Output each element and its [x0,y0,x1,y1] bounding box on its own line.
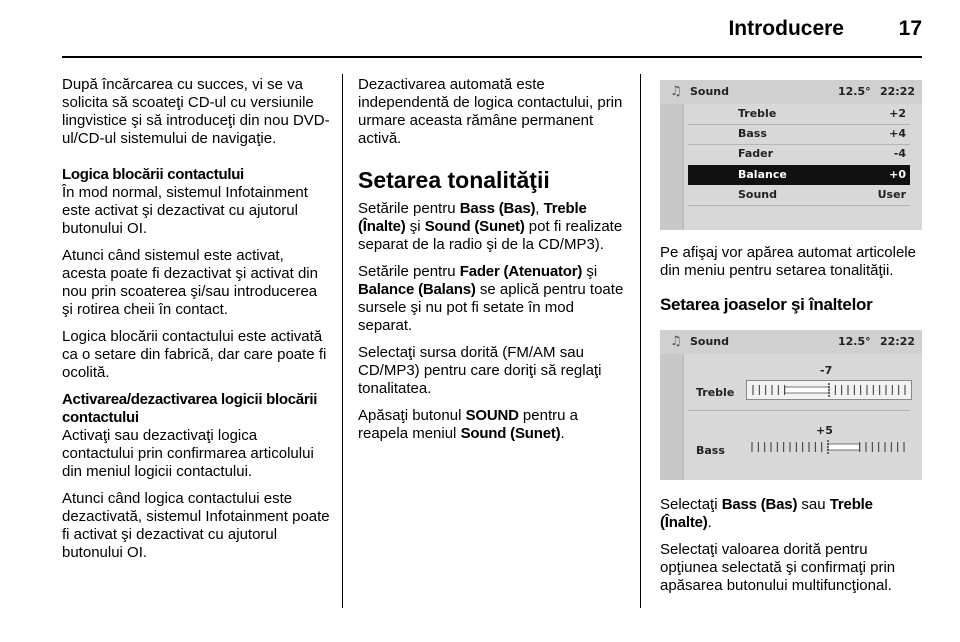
text: şi [582,263,598,280]
bass-slider-track [746,438,910,456]
screen-title-bar [660,330,922,354]
music-note-icon: ♫ [670,84,682,99]
column-divider [640,74,641,608]
menu-item-label: Balance [738,168,787,181]
section-heading: Setarea tonalităţii [358,167,550,193]
paragraph [660,496,922,532]
treble-label: Treble [696,386,735,399]
text: pentru a reapela meniul [358,407,578,442]
text: se aplică pentru toate sursele şi nu pot fi setate în mod separat. [358,281,624,334]
section-block [62,391,330,481]
term: Sound (Sunet) [460,425,561,442]
paragraph: După încărcarea cu succes, vi se va solicita să scoateţi CD-ul cu versiunile lingvistice şi să introduceţi din nou DVD-ul/CD-ul sistemului de navigaţie. [62,76,330,147]
slider-fill [828,444,860,450]
text: pot fi realizate separat de la radio şi de la CD/MP3). [358,218,623,253]
subheading: Logica blocării contactului [62,166,244,183]
menu-item-sound[interactable] [688,185,910,205]
section-block [62,166,330,238]
clock: 22:22 [880,335,916,348]
term: Fader (Atenuator) [459,263,583,280]
paragraph: Pe afişaj vor apărea automat articolele din meniu pentru setarea tonalităţii. [660,244,916,279]
paragraph: Atunci când sistemul este activat, acesta poate fi dezactivat şi activat din nou prin scoaterea şi/sau introducerea şi rotirea cheii în contact. [62,247,318,318]
divider [688,205,910,206]
treble-bass-screen [660,330,922,480]
text: şi [405,218,425,235]
music-note-icon: ♫ [670,334,682,349]
sound-menu-screen [660,80,922,230]
divider [688,410,910,411]
menu-item-treble[interactable] [688,104,910,124]
menu-item-balance[interactable] [688,165,910,185]
term: Bass (Bas) [459,200,536,217]
screen-title: Sound [690,335,730,348]
treble-slider[interactable] [746,380,912,400]
text: . [707,514,712,531]
section-heading: Setarea joaselor şi înaltelor [660,295,873,314]
menu-item-label: Treble [738,107,777,120]
page-header [0,0,960,58]
screen-title: Sound [690,85,730,98]
menu-item-value: +0 [889,168,906,181]
text: , [535,200,544,217]
paragraph [358,263,626,335]
term: Treble (Înalte) [660,496,873,531]
paragraph: Selectaţi sursa dorită (FM/AM sau CD/MP3) pentru care doriţi să reglaţi tonalitatea. [358,344,602,397]
paragraph: Logica blocării contactului este activată ca o setare din fabrică, dar care poate fi ocolită. [62,328,327,381]
term: Sound (Sunet) [424,218,525,235]
screen-title-bar [660,80,922,104]
menu-item-label: Fader [738,147,774,160]
menu-item-label: Bass [738,127,767,140]
paragraph: Atunci când logica contactului este dezactivată, sistemul Infotainment poate fi activat şi dezactivat cu ajutorul butonului OI. [62,490,330,561]
temperature: 12.5° [838,335,871,348]
paragraph [358,407,626,443]
text: sau [797,496,830,513]
menu-item-bass[interactable] [688,124,910,144]
paragraph [358,200,626,254]
column-2 [358,76,626,452]
paragraph: Selectaţi valoarea dorită pentru opţiunea selectată şi confirmaţi prin apăsarea butonului multifuncţional. [660,541,896,594]
header-divider [62,56,922,58]
menu-item-value: +2 [889,107,906,120]
treble-value: -7 [820,364,833,377]
treble-slider-track [747,381,911,399]
term: Treble (Înalte) [358,200,587,235]
paragraph: Dezactivarea automată este independentă de logica contactului, prin urmare aceasta rămâne permanent activă. [358,76,623,147]
term: Bass (Bas) [721,496,798,513]
temperature: 12.5° [838,85,871,98]
slider-fill [785,387,829,393]
paragraph-text: Activaţi sau dezactivaţi logica contactului prin confirmarea articolului din meniul logicii contactului. [62,427,314,480]
column-1 [62,76,330,571]
clock: 22:22 [880,85,916,98]
screen-side-panel [660,354,684,480]
menu-item-value: +4 [889,127,906,140]
text: Setările pentru [358,200,460,217]
column-3 [660,80,922,604]
menu-item-fader[interactable] [688,144,910,164]
screen-side-panel [660,104,684,230]
text: Setările pentru [358,263,460,280]
text: . [560,425,565,442]
term: SOUND [465,407,519,424]
column-divider [342,74,343,608]
paragraph-text: În mod normal, sistemul Infotainment este activat şi dezactivat cu ajutorul butonului OI. [62,184,308,237]
term: Balance (Balans) [358,281,476,298]
menu-item-value: -4 [893,147,906,160]
page-number: 17 [898,17,922,40]
bass-label: Bass [696,444,725,457]
page-title: Introducere [728,17,844,40]
menu-item-value: User [877,188,906,201]
text: Selectaţi [660,496,722,513]
subheading: Activarea/dezactivarea logicii blocării contactului [62,391,318,426]
bass-slider[interactable] [746,438,910,456]
bass-value: +5 [816,424,833,437]
menu-item-label: Sound [738,188,778,201]
text: Apăsaţi butonul [358,407,466,424]
